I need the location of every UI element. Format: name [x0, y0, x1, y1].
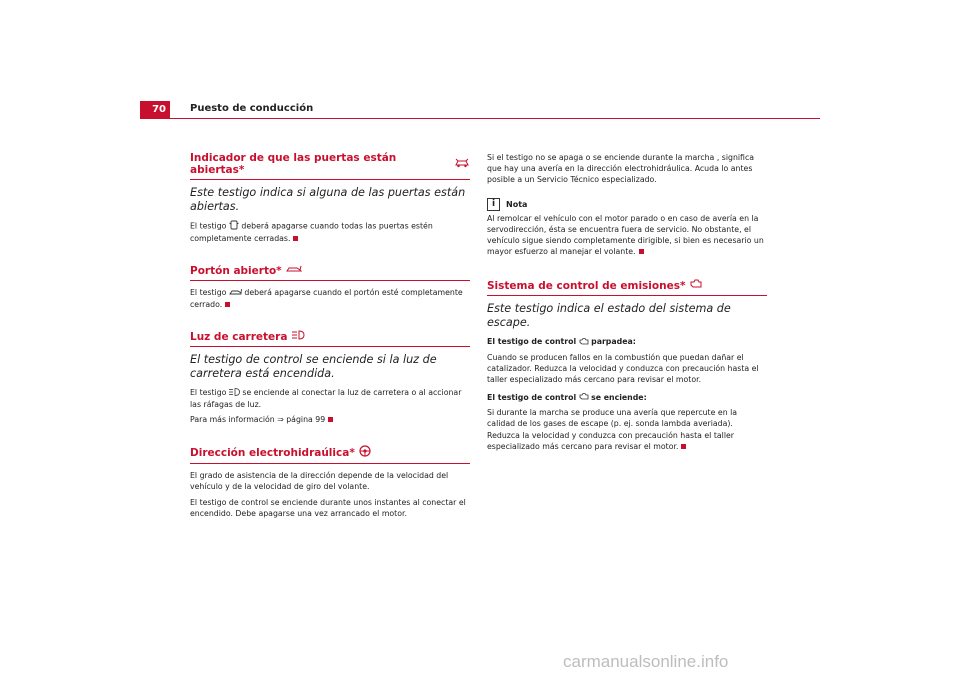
left-column	[190, 152, 470, 539]
note-label: Nota	[506, 199, 528, 209]
section-title-text: Dirección electrohidraúlica*	[190, 446, 355, 459]
right-column	[487, 152, 767, 472]
section-end-marker	[639, 249, 644, 254]
text: El testigo	[190, 221, 227, 231]
high-beam-icon	[291, 330, 305, 343]
section-title	[190, 330, 470, 347]
section-end-marker	[681, 444, 686, 449]
paragraph	[190, 220, 470, 244]
section-title	[190, 445, 470, 464]
section-title	[190, 152, 470, 180]
engine-small-icon	[579, 392, 589, 403]
section-power-steering	[190, 445, 470, 519]
section-title	[190, 264, 470, 281]
section-high-beam	[190, 330, 470, 425]
section-end-marker	[328, 417, 333, 422]
text: El testigo de control	[487, 392, 577, 402]
text: El testigo	[190, 388, 227, 398]
text: deberá apagarse cuando el portón esté completamente cerrado.	[190, 288, 463, 309]
text: El testigo	[190, 288, 227, 298]
high-beam-small-icon	[229, 388, 240, 399]
paragraph: Si el testigo no se apaga o se enciende durante la marcha , significa que hay una avería en la dirección electrohidráulica. Acuda lo antes posible a un Servicio Técnico especializado.	[487, 153, 755, 185]
text: parpadea:	[591, 337, 636, 347]
paragraph	[487, 407, 767, 452]
engine-check-icon	[689, 279, 703, 292]
car-doors-open-icon	[454, 158, 470, 171]
section-end-marker	[225, 302, 230, 307]
info-icon: i	[487, 198, 500, 211]
paragraph	[190, 387, 470, 410]
section-title-text: Sistema de control de emisiones*	[487, 279, 686, 292]
section-subtitle: El testigo de control se enciende si la luz de carretera está encendida.	[190, 353, 437, 381]
section-title	[487, 279, 767, 296]
note-heading	[487, 198, 767, 211]
text: se enciende al conectar la luz de carretera o al accionar las ráfagas de luz.	[190, 388, 462, 409]
text: se enciende:	[591, 392, 647, 402]
paragraph: El testigo de control se enciende durante unos instantes al conectar el encendido. Debe apagarse una vez arrancado el motor.	[190, 497, 466, 518]
section-title-text: Portón abierto*	[190, 264, 282, 277]
paragraph	[190, 414, 470, 425]
watermark: carmanualsonline.info	[563, 652, 729, 671]
paragraph: Cuando se producen fallos en la combustión que puedan dañar el catalizador. Reduzca la velocidad y conduzca con precaución hasta el taller especializado más cercano para revisar el motor.	[487, 353, 759, 385]
paragraph	[190, 287, 470, 310]
section-title-text: Indicador de que las puertas están abiertas*	[190, 152, 397, 176]
section-boot-open	[190, 264, 470, 310]
engine-small-icon	[579, 337, 589, 348]
text: deberá apagarse cuando todas las puertas estén completamente cerradas.	[190, 221, 433, 244]
note-paragraph	[487, 213, 767, 258]
section-subtitle: Este testigo indica el estado del sistema de escape.	[487, 302, 731, 330]
boot-open-small-icon	[229, 288, 242, 299]
chapter-title: Puesto de conducción	[190, 103, 314, 114]
page-number: 70	[140, 101, 170, 118]
car-doors-icon	[229, 220, 239, 233]
sub-heading	[487, 336, 767, 348]
text: Al remolcar el vehículo con el motor parado o en caso de avería en la servodirección, ésta se encuentra fuera de servicio. No obstante, el vehículo sigue siendo completamente dirigible, si bien es necesario un mayor esfuerzo al manejar el volante.	[487, 213, 764, 257]
section-subtitle: Este testigo indica si alguna de las puertas están abiertas.	[190, 186, 466, 213]
section-emissions	[487, 279, 767, 452]
section-doors-open	[190, 152, 470, 244]
steering-wheel-icon	[359, 445, 371, 460]
text: El testigo de control	[487, 337, 577, 347]
section-title-text: Luz de carretera	[190, 330, 288, 343]
sub-heading	[487, 392, 767, 404]
boot-open-icon	[286, 264, 302, 277]
page-reference[interactable]: Para más información ⇒ página 99	[190, 415, 326, 424]
header-rule	[140, 118, 820, 119]
text: Si durante la marcha se produce una avería que repercute en la calidad de los gases de escape (p. ej. sonda lambda averiada). Reduzca la velocidad y conduzca con precaución hasta el taller especializado más cercano para revisar el motor.	[487, 408, 738, 451]
section-end-marker	[293, 236, 298, 241]
paragraph: El grado de asistencia de la dirección depende de la velocidad del vehículo y de la velocidad de giro del volante.	[190, 471, 449, 492]
